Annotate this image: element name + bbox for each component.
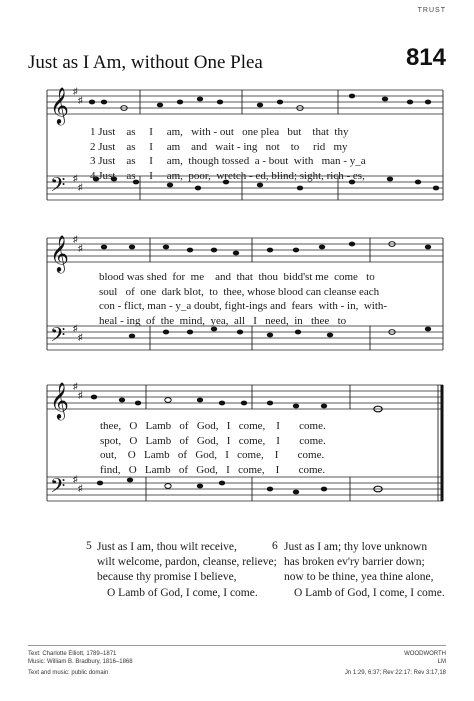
svg-text:♯: ♯ <box>78 95 83 105</box>
svg-text:♯: ♯ <box>78 483 83 493</box>
bass-clef-icon: 𝄢 <box>50 325 66 351</box>
lyric-line: heal - ing of the mind, yea, all I need, in thee to <box>99 314 347 327</box>
lyric-line: spot, O Lamb of God, I come, I come. <box>100 434 326 447</box>
bass-clef-icon: 𝄢 <box>50 476 66 502</box>
stanza-line: Just as I am, thou wilt receive, <box>97 541 237 553</box>
treble-clef-icon: 𝄞 <box>50 235 69 271</box>
stanza-6 <box>284 540 454 601</box>
stanza-number: 6 <box>272 540 278 552</box>
lyric-line: 3 Just as I am, though tossed a - bout with man - y_a <box>90 155 366 167</box>
lyric-line: thee, O Lamb of God, I come, I come. <box>100 420 326 432</box>
lyric-line: blood was shed for me and that thou bidd'st me come to <box>99 271 375 283</box>
hymn-title: Just as I Am, without One Plea <box>28 52 263 73</box>
svg-text:♯: ♯ <box>78 243 83 253</box>
scripture-references: Jn 1:29, 6:37; Rev 22:17; Rev 3:17,18 <box>344 670 446 676</box>
lyric-line: 4 Just as I am, poor, wretch - ed, blind; sight, rich - es, <box>90 169 365 182</box>
stanza-line: O Lamb of God, I come, I come. <box>294 586 445 599</box>
treble-staff <box>47 238 443 262</box>
hymn-number: 814 <box>405 44 446 71</box>
stanza-line: wilt welcome, pardon, cleanse, relieve; <box>97 556 277 569</box>
svg-text:♯: ♯ <box>78 182 83 192</box>
svg-text:♯: ♯ <box>73 381 78 391</box>
notes-bass <box>97 478 382 495</box>
footer-tune-info <box>345 650 446 677</box>
lyric-line: soul of one dark blot, to thee, whose blood can cleanse each <box>99 285 380 298</box>
footer-divider <box>28 645 446 646</box>
music-credit: Music: William B. Bradbury, 1816–1868 <box>28 659 133 665</box>
treble-staff <box>47 385 443 409</box>
topic-label: TRUST <box>417 7 446 14</box>
lyrics-system-3 <box>100 419 420 479</box>
lyric-line: 1 Just as I am, with - out one plea but that thy <box>90 126 349 138</box>
svg-text:♯: ♯ <box>73 86 78 96</box>
tune-name: WOODWORTH <box>404 651 446 657</box>
svg-text:♯: ♯ <box>73 234 78 244</box>
lyric-line: find, O Lamb of God, I come, I come. <box>100 463 326 476</box>
svg-text:♯: ♯ <box>73 173 78 183</box>
treble-clef-icon: 𝄞 <box>50 382 69 418</box>
text-credit: Text: Charlotte Elliott, 1789–1871 <box>28 651 117 657</box>
stanza-line: Just as I am; thy love unknown <box>284 541 428 553</box>
svg-text:♯: ♯ <box>78 390 83 400</box>
copyright-note: Text and music: public domain <box>28 670 109 676</box>
lyrics-system-2 <box>99 270 444 330</box>
treble-clef-icon: 𝄞 <box>50 87 69 123</box>
svg-text:♯: ♯ <box>78 332 83 342</box>
lyric-line: 2 Just as I am and wait - ing not to rid my <box>90 140 348 153</box>
footer-credits <box>28 650 133 677</box>
stanza-number: 5 <box>86 540 92 552</box>
stanza-line: O Lamb of God, I come, I come. <box>107 586 258 599</box>
stanza-line: has broken ev'ry barrier down; <box>284 556 425 569</box>
lyric-line: con - flict, man - y_a doubt, fight-ings and fears with - in, with- <box>99 300 388 312</box>
lyrics-system-1 <box>90 125 440 185</box>
lyric-line: out, O Lamb of God, I come, I come. <box>100 449 325 461</box>
stanza-line: now to be thine, yea thine alone, <box>284 571 434 584</box>
bass-clef-icon: 𝄢 <box>50 175 66 201</box>
key-signature-sharps <box>73 381 83 493</box>
stanza-line: because thy promise I believe, <box>97 571 237 584</box>
svg-text:♯: ♯ <box>73 474 78 484</box>
meter: LM <box>437 659 446 665</box>
stanza-5 <box>97 540 277 601</box>
svg-text:♯: ♯ <box>73 323 78 333</box>
bass-staff <box>47 477 443 501</box>
